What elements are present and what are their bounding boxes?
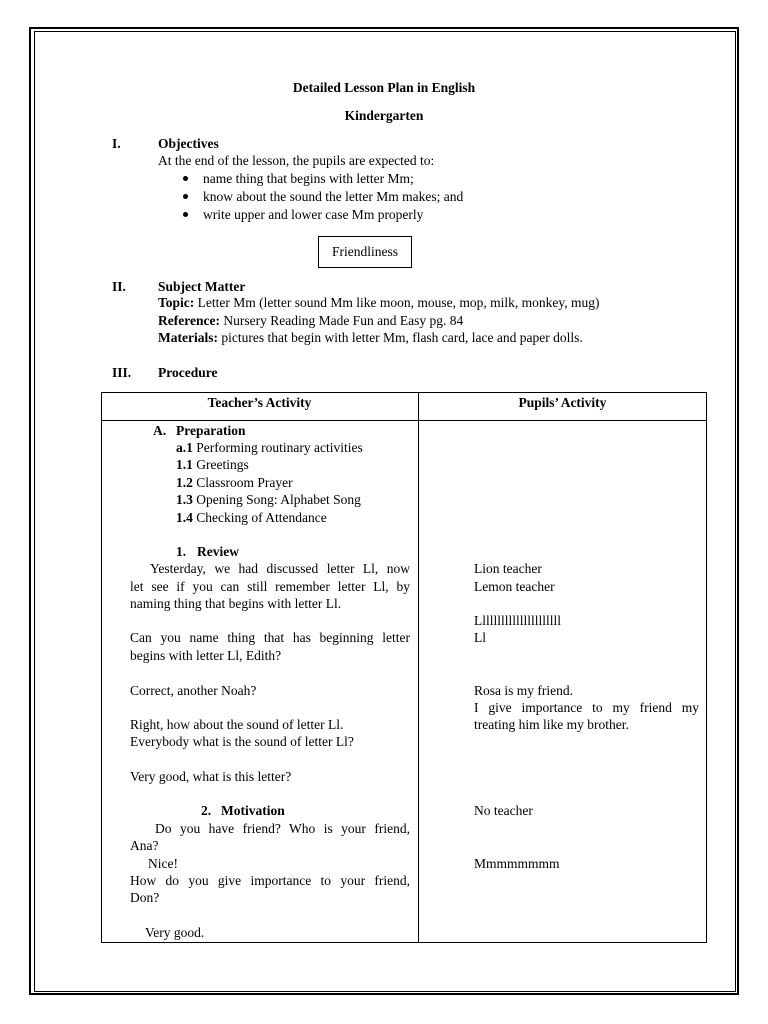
motivation-line: Ana? xyxy=(130,838,159,853)
materials-label: Materials: xyxy=(158,330,218,345)
preparation-step xyxy=(176,456,249,473)
reference-value: Nursery Reading Made Fun and Easy pg. 84 xyxy=(223,313,464,328)
document-subtitle: Kindergarten xyxy=(344,108,424,123)
topic-value: Letter Mm (letter sound Mm like moon, mouse, mop, milk, monkey, mug) xyxy=(197,295,600,310)
pupil-response: treating him like my brother. xyxy=(474,717,629,732)
objectives-numeral: I. xyxy=(112,136,121,151)
motivation-line: Very good. xyxy=(145,925,205,940)
review-line: let see if you can still remember letter Ll, by xyxy=(130,579,410,594)
review-line: begins with letter Ll, Edith? xyxy=(130,648,282,663)
motivation-line: Nice! xyxy=(148,856,178,871)
objectives-intro: At the end of the lesson, the pupils are expected to: xyxy=(158,153,435,168)
preparation-label: A. xyxy=(153,423,167,438)
document-title: Detailed Lesson Plan in English xyxy=(292,80,476,95)
preparation-title: Preparation xyxy=(176,423,246,438)
step-text: Classroom Prayer xyxy=(196,475,293,490)
objective-item: write upper and lower case Mm properly xyxy=(203,207,424,222)
review-line: naming thing that begins with letter Ll. xyxy=(130,596,342,611)
review-title: Review xyxy=(197,544,239,559)
review-line: Correct, another Noah? xyxy=(130,683,257,698)
materials-value: pictures that begin with letter Mm, flash card, lace and paper dolls. xyxy=(221,330,583,345)
motivation-number: 2. xyxy=(201,803,212,818)
step-number: 1.3 xyxy=(176,492,193,507)
subject-matter-heading: Subject Matter xyxy=(158,279,246,294)
pupil-response: Ll xyxy=(474,630,486,645)
table-column-divider xyxy=(418,392,419,943)
topic-line xyxy=(158,294,599,311)
subject-matter-numeral: II. xyxy=(112,279,126,294)
review-line: Very good, what is this letter? xyxy=(130,769,292,784)
step-number: a.1 xyxy=(176,440,193,455)
pupil-response: Lion teacher xyxy=(474,561,542,576)
bullet-icon xyxy=(183,194,188,199)
review-number: 1. xyxy=(176,544,187,559)
pupil-response: I give importance to my friend my xyxy=(474,700,699,715)
preparation-step xyxy=(176,491,361,508)
objective-item: name thing that begins with letter Mm; xyxy=(203,171,414,186)
pupil-response: Lemon teacher xyxy=(474,579,555,594)
teacher-column-header: Teacher’s Activity xyxy=(207,395,312,410)
motivation-title: Motivation xyxy=(221,803,285,818)
procedure-numeral: III. xyxy=(112,365,132,380)
preparation-step xyxy=(176,474,293,491)
motivation-line: Don? xyxy=(130,890,160,905)
pupil-response: No teacher xyxy=(474,803,533,818)
step-text: Checking of Attendance xyxy=(196,510,327,525)
pupil-response: Llllllllllllllllllllll xyxy=(474,613,562,628)
motivation-line: Do you have friend? Who is your friend, xyxy=(155,821,410,836)
reference-label: Reference: xyxy=(158,313,220,328)
value-label: Friendliness xyxy=(332,244,398,259)
review-line: Right, how about the sound of letter Ll. xyxy=(130,717,344,732)
step-text: Performing routinary activities xyxy=(196,440,363,455)
pupil-response: Mmmmmmmm xyxy=(474,856,560,871)
step-number: 1.2 xyxy=(176,475,193,490)
bullet-icon xyxy=(183,212,188,217)
objectives-heading: Objectives xyxy=(158,136,219,151)
preparation-step xyxy=(176,439,363,456)
step-number: 1.1 xyxy=(176,457,193,472)
reference-line xyxy=(158,312,463,329)
step-text: Greetings xyxy=(196,457,249,472)
bullet-icon xyxy=(183,176,188,181)
motivation-line: How do you give importance to your friend, xyxy=(130,873,410,888)
review-line: Can you name thing that has beginning letter xyxy=(130,630,410,645)
pupil-response: Rosa is my friend. xyxy=(474,683,573,698)
step-text: Opening Song: Alphabet Song xyxy=(196,492,361,507)
pupils-column-header: Pupils’ Activity xyxy=(518,395,607,410)
objective-item: know about the sound the letter Mm makes; and xyxy=(203,189,464,204)
review-line: Everybody what is the sound of letter Ll? xyxy=(130,734,354,749)
materials-line xyxy=(158,329,583,346)
preparation-step xyxy=(176,509,327,526)
procedure-heading: Procedure xyxy=(158,365,218,380)
topic-label: Topic: xyxy=(158,295,195,310)
review-line: Yesterday, we had discussed letter Ll, now xyxy=(150,561,410,576)
table-header-divider xyxy=(101,420,707,421)
step-number: 1.4 xyxy=(176,510,193,525)
